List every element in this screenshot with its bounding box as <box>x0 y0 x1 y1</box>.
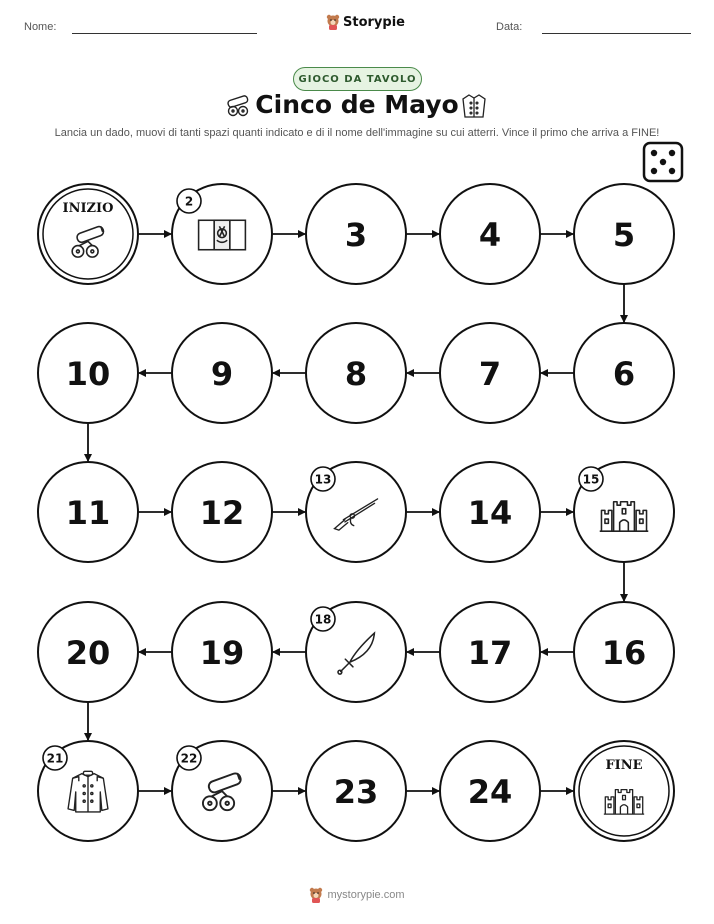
board-space <box>172 184 272 284</box>
space-number: 8 <box>344 355 368 393</box>
board-space <box>440 184 540 284</box>
space-number-badge: 21 <box>46 751 64 766</box>
board-space <box>306 741 406 841</box>
board-space <box>306 602 406 702</box>
space-number: 6 <box>612 355 636 393</box>
board-space <box>172 462 272 562</box>
footer-url: mystorypie.com <box>327 889 405 901</box>
board-space <box>306 184 406 284</box>
space-number: 9 <box>210 355 234 393</box>
board-space <box>172 602 272 702</box>
finish-space <box>574 741 674 841</box>
space-number: 3 <box>344 216 368 254</box>
space-number: 11 <box>65 494 111 532</box>
space-number: 14 <box>467 494 513 532</box>
space-number: 10 <box>65 355 111 393</box>
space-label: FINE <box>605 758 643 773</box>
space-label: INIZIO <box>62 201 114 216</box>
board-space <box>574 462 674 562</box>
space-number: 19 <box>199 634 245 672</box>
board-space <box>38 741 138 841</box>
board-space <box>38 602 138 702</box>
space-number: 23 <box>333 773 379 811</box>
space-number: 20 <box>65 634 111 672</box>
board-space <box>38 462 138 562</box>
bear-mascot-icon <box>309 887 323 903</box>
space-number-badge: 18 <box>314 612 332 627</box>
space-number: 17 <box>467 634 513 672</box>
space-number-badge: 22 <box>180 751 198 766</box>
page-title: Cinco de Mayo <box>255 90 459 119</box>
space-number: 7 <box>478 355 502 393</box>
board-space <box>172 741 272 841</box>
space-number: 24 <box>467 773 513 811</box>
board-space <box>172 323 272 423</box>
space-number: 16 <box>601 634 647 672</box>
space-number: 4 <box>478 216 502 254</box>
brand-name: Storypie <box>343 14 405 30</box>
start-space <box>38 184 138 284</box>
board-space <box>440 741 540 841</box>
date-label: Data: <box>496 21 523 33</box>
space-number-badge: 13 <box>314 472 332 487</box>
space-number: 5 <box>612 216 636 254</box>
footer <box>0 887 714 903</box>
space-number-badge: 2 <box>184 194 194 209</box>
category-badge: GIOCO DA TAVOLO <box>293 67 422 91</box>
board-space <box>574 602 674 702</box>
board-space <box>574 184 674 284</box>
board-space <box>440 323 540 423</box>
board-space <box>306 323 406 423</box>
board-space <box>440 462 540 562</box>
name-label: Nome: <box>24 21 57 33</box>
board-space <box>306 462 406 562</box>
instructions: Lancia un dado, muovi di tanti spazi quanti indicato e di il nome dell'immagine su cui atterri. Vince il primo che arriva a FINE! <box>54 127 660 139</box>
space-number-badge: 15 <box>582 472 600 487</box>
board-space <box>440 602 540 702</box>
board-space <box>574 323 674 423</box>
board-space <box>38 323 138 423</box>
space-number: 12 <box>199 494 245 532</box>
